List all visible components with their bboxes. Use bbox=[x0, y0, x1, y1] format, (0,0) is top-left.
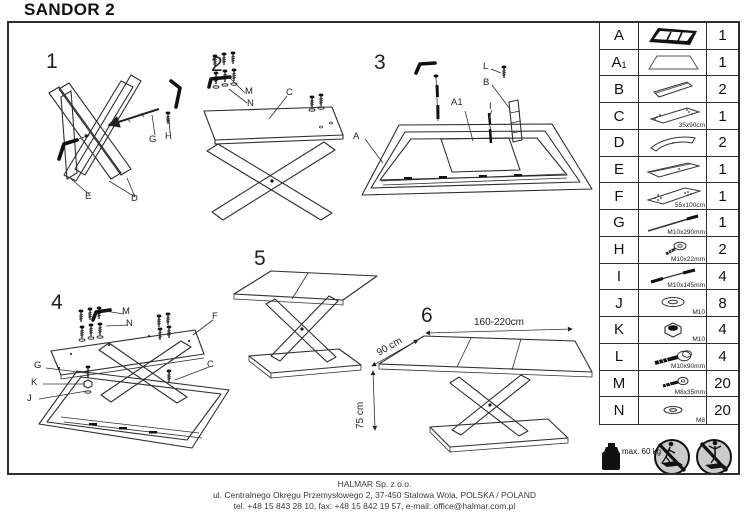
parts-row-d bbox=[600, 130, 738, 157]
part-spec: 35x90cm bbox=[678, 121, 705, 129]
parts-row-i bbox=[600, 264, 738, 291]
dimension-width: 160-220cm bbox=[473, 317, 525, 328]
label-g-step1: G bbox=[149, 134, 157, 145]
parts-row-j bbox=[600, 290, 738, 317]
part-qty: 1 bbox=[718, 214, 727, 232]
dimension-depth: 90 cm bbox=[375, 335, 405, 359]
step3-drawing bbox=[362, 63, 592, 195]
step5-drawing bbox=[234, 271, 377, 378]
step2-number: 2 bbox=[211, 53, 223, 76]
part-spec: M10x145mm bbox=[667, 282, 705, 290]
parts-row-m bbox=[600, 371, 738, 398]
weight-icon bbox=[602, 443, 620, 470]
part-qty: 8 bbox=[718, 294, 727, 312]
part-letter-sub: 1 bbox=[621, 60, 627, 71]
no-standing-icon bbox=[697, 440, 731, 473]
label-m-step4: M bbox=[122, 306, 130, 317]
page-title: SANDOR 2 bbox=[24, 0, 116, 19]
label-e-step1: E bbox=[85, 191, 92, 202]
label-f-step4: F bbox=[212, 311, 218, 322]
label-n-step4: N bbox=[126, 318, 133, 329]
drawing-area bbox=[7, 21, 740, 475]
part-letter: H bbox=[600, 237, 639, 263]
parts-row-a1 bbox=[600, 50, 738, 77]
part-letter: M bbox=[600, 371, 639, 397]
part-letter: G bbox=[600, 210, 639, 236]
part-qty: 4 bbox=[718, 267, 727, 285]
part-letter: N bbox=[600, 397, 639, 424]
label-l-step3: L bbox=[483, 61, 489, 72]
label-c-step4: C bbox=[207, 359, 214, 370]
part-spec: M10 bbox=[692, 309, 705, 317]
footer-contact: tel. +48 15 843 28 10, fax: +48 15 842 19 57, e-mail: office@halmar.com.pl bbox=[233, 501, 516, 512]
part-qty: 1 bbox=[718, 161, 727, 179]
step6-drawing bbox=[372, 329, 592, 452]
part-qty: 4 bbox=[718, 321, 727, 339]
step3-number: 3 bbox=[374, 51, 386, 74]
label-b-step3: B bbox=[483, 77, 490, 88]
step1-number: 1 bbox=[46, 50, 58, 73]
part-letter: I bbox=[600, 264, 639, 290]
part-spec: M8x35mm bbox=[674, 389, 705, 397]
label-j-step4: J bbox=[27, 393, 32, 404]
part-b-bracket-icon bbox=[643, 77, 703, 101]
label-d-step1: D bbox=[131, 193, 138, 204]
step4-number: 4 bbox=[51, 291, 63, 314]
part-spec: M10x22mm bbox=[671, 255, 705, 263]
part-letter: K bbox=[600, 317, 639, 343]
max-weight-label: max. 60 kg bbox=[622, 447, 662, 456]
part-qty: 4 bbox=[718, 348, 727, 366]
part-a-frame-icon bbox=[643, 24, 703, 48]
part-letter: C bbox=[600, 103, 639, 129]
part-letter: E bbox=[600, 157, 639, 183]
part-letter: A bbox=[600, 23, 639, 49]
label-a-step3: A bbox=[353, 131, 360, 142]
part-spec: M10 bbox=[692, 335, 705, 343]
label-i-step3: I bbox=[489, 101, 492, 112]
label-k-step4: K bbox=[31, 377, 38, 388]
part-letter: A bbox=[611, 54, 622, 72]
step1-drawing bbox=[49, 75, 180, 197]
parts-row-a bbox=[600, 23, 738, 50]
part-qty: 1 bbox=[718, 54, 727, 72]
parts-row-h bbox=[600, 237, 738, 264]
part-n-washer-icon bbox=[643, 399, 703, 423]
step5-number: 5 bbox=[254, 247, 266, 270]
step2-drawing bbox=[204, 52, 343, 221]
part-spec: 55x100cm bbox=[675, 202, 705, 210]
part-spec: M10x90mm bbox=[671, 362, 705, 370]
parts-row-k bbox=[600, 317, 738, 344]
part-qty: 1 bbox=[718, 187, 727, 205]
part-qty: 20 bbox=[714, 402, 731, 420]
parts-table bbox=[599, 23, 738, 425]
part-qty: 2 bbox=[718, 134, 727, 152]
part-a1-leaf-icon bbox=[643, 51, 703, 75]
no-climbing-icon bbox=[655, 440, 689, 473]
part-letter: B bbox=[600, 76, 639, 102]
part-qty: 2 bbox=[718, 241, 727, 259]
label-g-step4: G bbox=[34, 360, 42, 371]
parts-row-b bbox=[600, 76, 738, 103]
parts-row-e bbox=[600, 157, 738, 184]
part-d-leg-icon bbox=[643, 131, 703, 155]
part-letter: D bbox=[600, 130, 639, 156]
footer bbox=[0, 479, 749, 512]
part-letter: F bbox=[600, 183, 639, 209]
label-a1-step3: A1 bbox=[451, 97, 463, 108]
label-m-step2: M bbox=[245, 86, 253, 97]
part-letter: J bbox=[600, 290, 639, 316]
parts-row-c bbox=[600, 103, 738, 130]
part-qty: 1 bbox=[718, 27, 727, 45]
label-h-step1: H bbox=[165, 131, 172, 142]
part-qty: 1 bbox=[718, 107, 727, 125]
step4-drawing bbox=[39, 307, 229, 449]
part-e-leg-icon bbox=[643, 158, 703, 182]
footer-address: ul. Centralnego Okręgu Przemysłowego 2, 37-450 Stalowa Wola, POLSKA / POLAND bbox=[212, 490, 536, 501]
parts-row-n bbox=[600, 397, 738, 424]
part-spec: M8 bbox=[695, 417, 705, 424]
part-letter: L bbox=[600, 344, 639, 370]
footer-company: HALMAR Sp. z o.o. bbox=[337, 479, 412, 489]
part-spec: M10x290mm bbox=[667, 228, 705, 236]
label-n-step2: N bbox=[247, 98, 254, 109]
parts-row-g bbox=[600, 210, 738, 237]
part-qty: 20 bbox=[714, 374, 731, 392]
parts-row-l bbox=[600, 344, 738, 371]
dimension-height: 75 cm bbox=[355, 401, 366, 429]
part-qty: 2 bbox=[718, 80, 727, 98]
label-c-step2: C bbox=[286, 87, 293, 98]
step6-number: 6 bbox=[421, 304, 433, 327]
parts-row-f bbox=[600, 183, 738, 210]
